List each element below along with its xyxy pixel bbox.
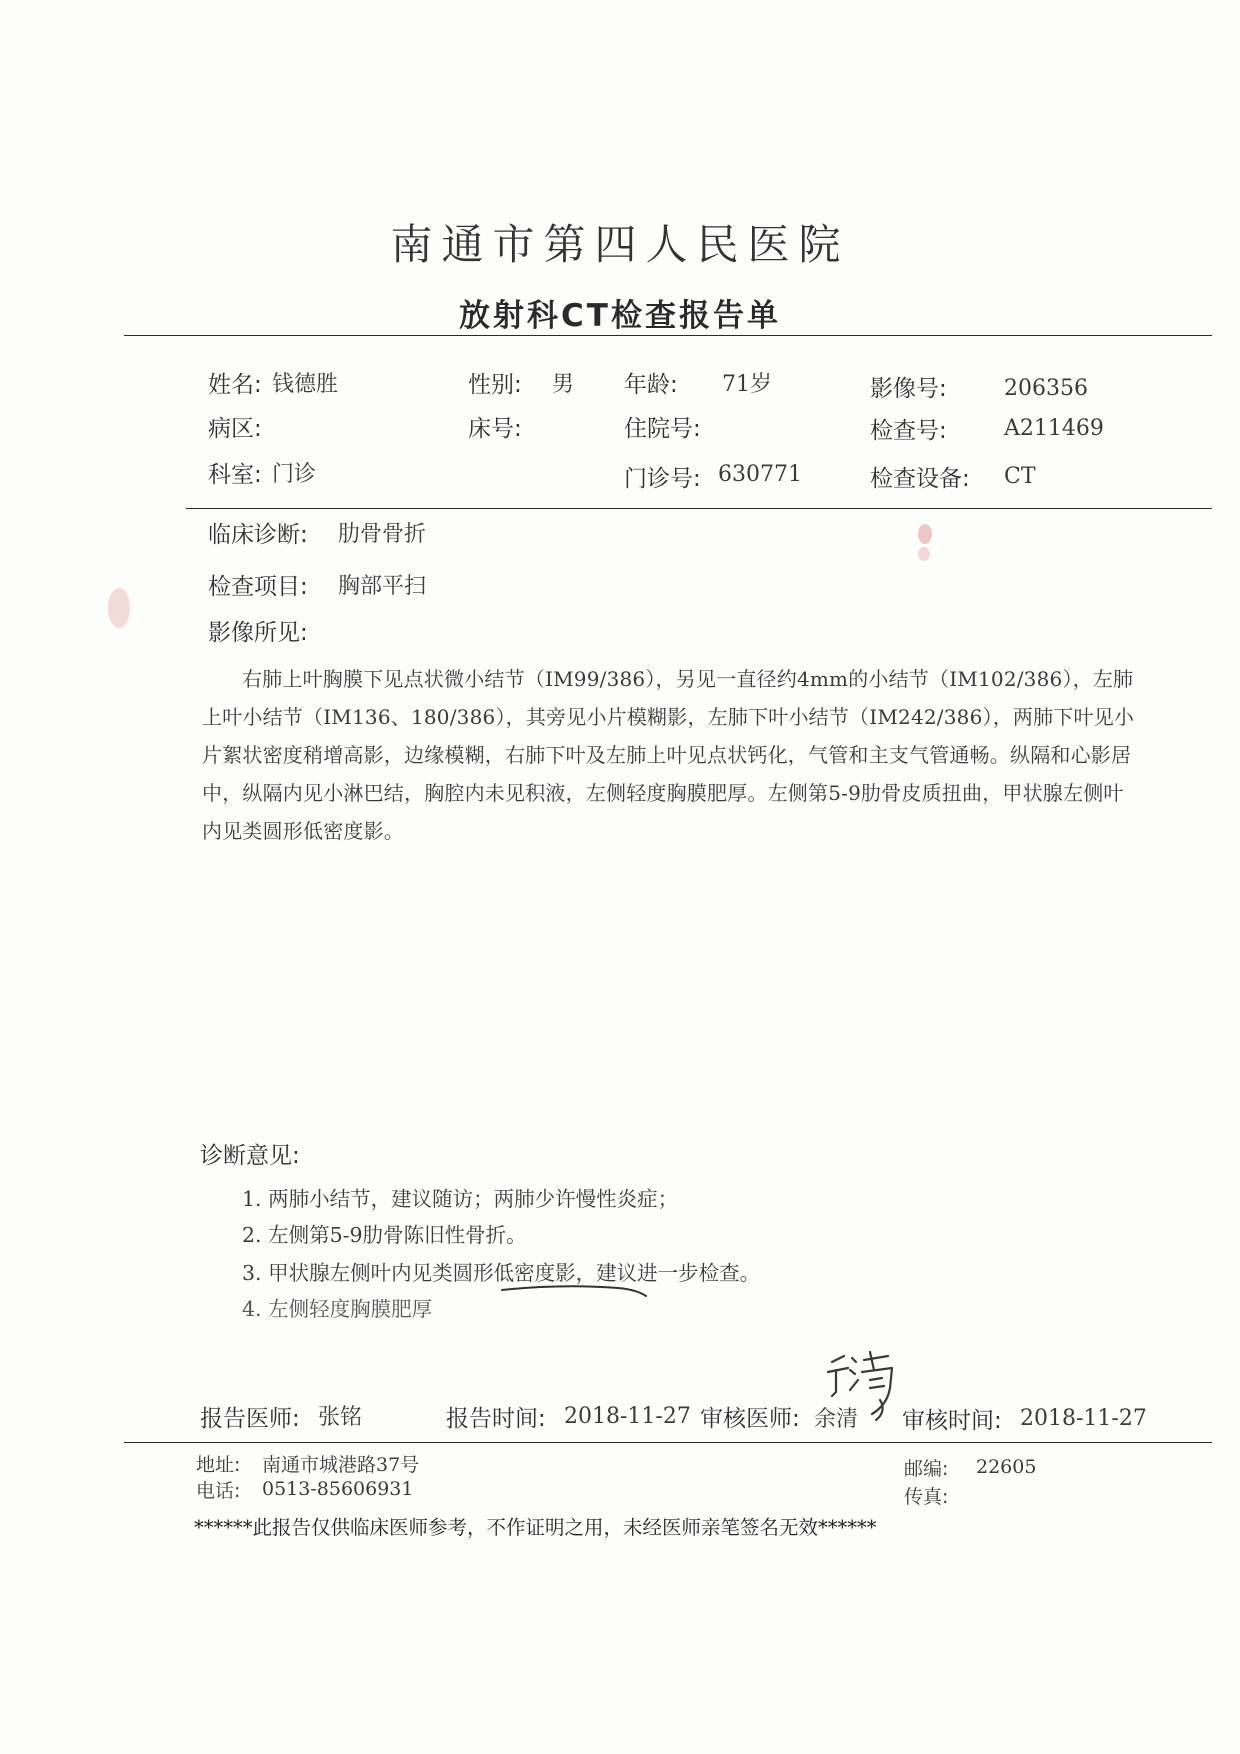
- imaging-findings: 右肺上叶胸膜下见点状微小结节（IM99/386），另见一直径约4mm的小结节（IM102/386），左肺上叶小结节（IM136、180/386），其旁见小片模糊影，左肺下叶小结节（IM242/386），两肺下叶见小片絮状密度稍增高影，边缘模糊，右肺下叶及左肺上叶见点状钙化，气管和主支气管通畅。纵隔和心影居中，纵隔内见小淋巴结，胸腔内未见积液，左侧轻度胸膜肥厚。左侧第5-9肋骨皮质扭曲，甲状腺左侧叶内见类圆形低密度影。: [202, 667, 1135, 843]
- opinion-label: 诊断意见:: [200, 1143, 300, 1169]
- patient-gender: 男: [552, 372, 575, 397]
- patient-name: 钱德胜: [272, 372, 339, 397]
- zip-label: 邮编:: [904, 1458, 949, 1480]
- fax-label: 传真:: [904, 1486, 949, 1508]
- zip-value: 22605: [976, 1456, 1037, 1478]
- patient-age: 71岁: [722, 372, 772, 397]
- report-title: 放射科CT检查报告单: [459, 298, 781, 334]
- divider-top: [124, 335, 1212, 336]
- image-no-label: 影像号:: [870, 376, 947, 402]
- opinion-item-2: 2. 左侧第5-9肋骨陈旧性骨折。: [242, 1223, 527, 1247]
- gender-label: 性别:: [468, 372, 522, 398]
- stain-mark: [918, 524, 932, 544]
- name-label: 姓名:: [208, 372, 262, 398]
- reporter-label: 报告医师:: [200, 1406, 300, 1432]
- image-no: 206356: [1004, 376, 1088, 401]
- opinion-item-3: 3. 甲状腺左侧叶内见类圆形低密度影，建议进一步检查。: [242, 1261, 761, 1285]
- exam-no-label: 检查号:: [870, 418, 947, 444]
- exam-no: A211469: [1004, 416, 1104, 441]
- review-time-label: 审核时间:: [902, 1408, 1002, 1434]
- device-value: CT: [1004, 464, 1036, 489]
- opinion-item-4: 4. 左侧轻度胸膜肥厚: [242, 1297, 433, 1321]
- dept-label: 科室:: [208, 462, 262, 488]
- outpatient-label: 门诊号:: [624, 466, 701, 492]
- report-time: 2018-11-27: [564, 1404, 691, 1429]
- opinion-item-1: 1. 两肺小结节，建议随访；两肺少许慢性炎症；: [242, 1187, 679, 1211]
- bed-label: 床号:: [468, 416, 522, 442]
- phone-value: 0513-85606931: [262, 1478, 414, 1500]
- reviewer-label: 审核医师:: [700, 1406, 800, 1432]
- findings-label: 影像所见:: [208, 620, 308, 646]
- device-label: 检查设备:: [870, 466, 970, 492]
- handwritten-signature: [822, 1348, 914, 1424]
- exam-item-label: 检查项目:: [208, 574, 308, 600]
- divider-footer: [124, 1442, 1212, 1443]
- divider-patient: [186, 508, 1212, 509]
- dept-value: 门诊: [272, 462, 317, 487]
- review-time: 2018-11-27: [1020, 1406, 1147, 1431]
- report-time-label: 报告时间:: [446, 1406, 546, 1432]
- clinical-diagnosis: 肋骨骨折: [338, 522, 427, 547]
- ward-label: 病区:: [208, 416, 262, 442]
- stain-mark: [108, 588, 130, 628]
- disclaimer-note: ******此报告仅供临床医师参考，不作证明之用，未经医师亲笔签名无效******: [194, 1516, 877, 1539]
- clinical-diagnosis-label: 临床诊断:: [208, 522, 308, 548]
- phone-label: 电话:: [196, 1480, 241, 1502]
- handwritten-underline: [500, 1282, 650, 1298]
- reporter-name: 张铭: [318, 1405, 363, 1430]
- age-label: 年龄:: [624, 372, 678, 398]
- outpatient-no: 630771: [718, 462, 802, 487]
- exam-item: 胸部平扫: [338, 574, 427, 599]
- inpatient-label: 住院号:: [624, 416, 701, 442]
- address-value: 南通市城港路37号: [262, 1454, 420, 1476]
- hospital-name: 南通市第四人民医院: [390, 220, 850, 269]
- reviewer-name: 余清: [814, 1407, 859, 1432]
- stain-mark: [918, 547, 930, 561]
- address-label: 地址:: [196, 1454, 241, 1476]
